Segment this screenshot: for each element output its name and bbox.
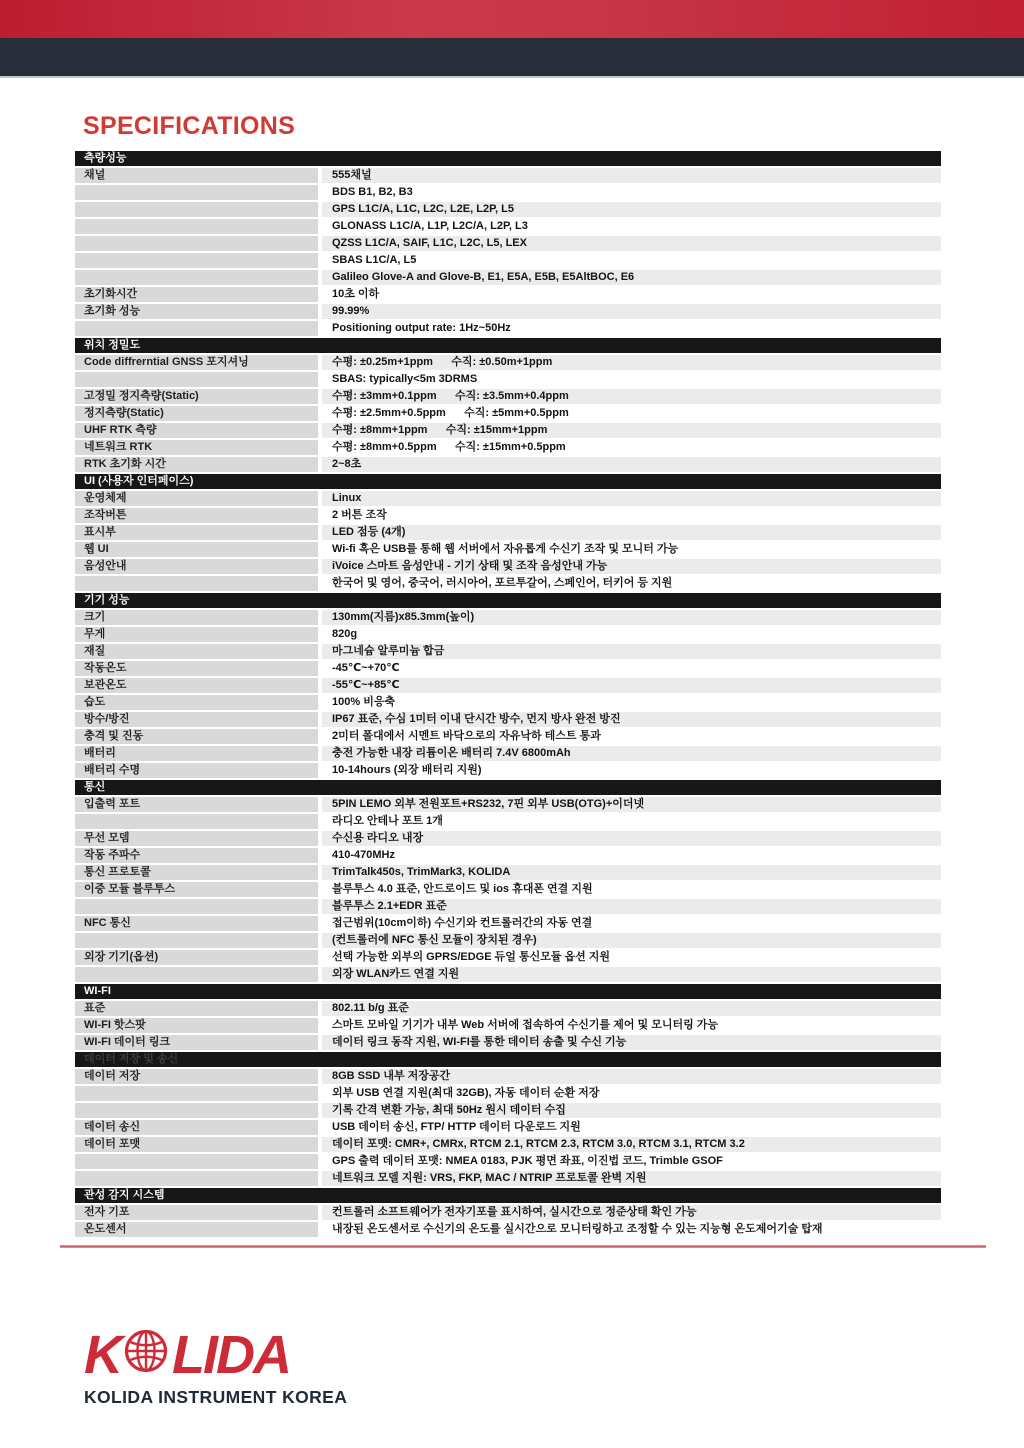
spec-row: [75, 950, 941, 965]
spec-value: 컨트롤러 소프트웨어가 전자기포를 표시하여, 실시간으로 정준상태 확인 가능: [322, 1205, 941, 1220]
spec-value: 802.11 b/g 표준: [322, 1001, 941, 1016]
spec-value: 스마트 모바일 기기가 내부 Web 서버에 접속하여 수신기를 제어 및 모니터링 가능: [332, 1019, 719, 1031]
logo-letters-lida: LIDA: [172, 1324, 290, 1385]
spec-row: [75, 253, 941, 268]
spec-value: 10초 이하: [332, 288, 380, 300]
spec-value: 한국어 및 영어, 중국어, 러시아어, 포르투갈어, 스페인어, 터키어 등 지원: [332, 577, 673, 589]
spec-value: 마그네슘 알루미늄 합금: [322, 644, 941, 659]
spec-value: 라디오 안테나 포트 1개: [332, 815, 443, 827]
spec-row: [75, 899, 941, 914]
spec-value: IP67 표준, 수심 1미터 이내 단시간 방수, 먼지 방사 완전 방진: [322, 712, 941, 727]
spec-label: 표시부: [75, 525, 318, 540]
spec-row: [75, 219, 941, 234]
spec-label: 웹 UI: [75, 542, 318, 557]
spec-value: 820g: [332, 628, 358, 640]
spec-row: [75, 644, 941, 659]
spec-value: 99.99%: [322, 304, 941, 319]
spec-label: [75, 814, 318, 829]
spec-row: [75, 610, 941, 625]
page-footer: [84, 1324, 941, 1408]
spec-row: [75, 848, 941, 863]
section-header: 데이터 저장 및 송신: [75, 1052, 941, 1067]
spec-row: [75, 882, 941, 897]
spec-value: 블루투스 4.0 표준, 안드로이드 및 ios 휴대폰 연결 지원: [332, 883, 593, 895]
spec-label: 데이터 포맷: [75, 1137, 318, 1152]
spec-value: iVoice 스마트 음성안내 - 기기 상태 및 조작 음성안내 가능: [322, 559, 941, 574]
spec-value: Wi-fi 혹은 USB를 통해 웹 서버에서 자유롭게 수신기 조작 및 모니터 가능: [332, 543, 679, 555]
section-header: UI (사용자 인터페이스): [75, 474, 941, 489]
spec-value: -45℃~+70℃: [332, 662, 400, 674]
spec-value: USB 데이터 송신, FTP/ HTTP 데이터 다운로드 지원: [332, 1121, 581, 1133]
spec-value: -55℃~+85℃: [322, 678, 941, 693]
spec-row: [75, 287, 941, 302]
spec-value: GPS 출력 데이터 포맷: NMEA 0183, PJK 평면 좌표, 이진법 코드, Trimble GSOF: [332, 1155, 723, 1167]
spec-row: [75, 321, 941, 336]
spec-label: 배터리 수명: [75, 763, 318, 778]
spec-value: 외부 USB 연결 지원(최대 32GB), 자동 데이터 순환 저장: [332, 1087, 600, 1099]
spec-row: [75, 678, 941, 693]
spec-value: QZSS L1C/A, SAIF, L1C, L2C, L5, LEX: [322, 236, 941, 251]
spec-label: [75, 1103, 318, 1118]
spec-value: 410-470MHz: [332, 849, 395, 861]
spec-value: (컨트롤러에 NFC 통신 모듈이 장치된 경우): [322, 933, 941, 948]
top-dark-band: [0, 38, 1024, 78]
spec-row: [75, 831, 941, 846]
spec-row: [75, 627, 941, 642]
spec-value: SBAS: typically<5m 3DRMS: [332, 373, 478, 385]
spec-row: [75, 797, 941, 812]
section-header: 기기 성능: [75, 593, 941, 608]
spec-value: 130mm(지름)x85.3mm(높이): [322, 610, 941, 625]
spec-label: 운영체제: [75, 491, 318, 506]
spec-value: 내장된 온도센서로 수신기의 온도를 실시간으로 모니터링하고 조정할 수 있는 지능형 온도제어기술 탑재: [332, 1223, 823, 1235]
spec-value: 기록 간격 변환 가능, 최대 50Hz 원시 데이터 수집: [322, 1103, 941, 1118]
spec-row: [75, 236, 941, 251]
spec-value: 8GB SSD 내부 저장공간: [322, 1069, 941, 1084]
spec-value: LED 점등 (4개): [322, 525, 941, 540]
spec-value: BDS B1, B2, B3: [332, 186, 413, 198]
spec-value: 외장 WLAN카드 연결 지원: [322, 967, 941, 982]
spec-label: [75, 1086, 318, 1101]
spec-row: [75, 763, 941, 778]
spec-row: [75, 270, 941, 285]
spec-row: [75, 168, 941, 183]
spec-row: [75, 185, 941, 200]
spec-label: [75, 219, 318, 234]
spec-label: 무게: [75, 627, 318, 642]
spec-value: Galileo Glove-A and Glove-B, E1, E5A, E5B, E5AltBOC, E6: [322, 270, 941, 285]
spec-row: [75, 814, 941, 829]
spec-value: 수평: ±8mm+0.5ppm 수직: ±15mm+0.5ppm: [332, 441, 566, 453]
spec-row: [75, 712, 941, 727]
spec-label: 조작버튼: [75, 508, 318, 523]
spec-label: 충격 및 진동: [75, 729, 318, 744]
spec-row: [75, 661, 941, 676]
spec-label: 작동 주파수: [75, 848, 318, 863]
spec-label: 보관온도: [75, 678, 318, 693]
globe-icon: [123, 1328, 169, 1383]
spec-row: [75, 355, 941, 370]
spec-label: [75, 1171, 318, 1186]
spec-label: [75, 185, 318, 200]
spec-label: 재질: [75, 644, 318, 659]
spec-value: 수신용 라디오 내장: [322, 831, 941, 846]
section-header: WI-FI: [75, 984, 941, 999]
spec-row: [75, 372, 941, 387]
spec-value: 데이터 링크 동작 지원, WI-FI를 통한 데이터 송출 및 수신 기능: [322, 1035, 941, 1050]
spec-table: [75, 151, 941, 1237]
spec-label: 정지측량(Static): [75, 406, 318, 421]
spec-row: [75, 440, 941, 455]
spec-value: 555채널: [322, 168, 941, 183]
logo-subtext: KOLIDA INSTRUMENT KOREA: [84, 1387, 348, 1407]
spec-label: [75, 576, 318, 591]
spec-row: [75, 746, 941, 761]
spec-value: 5PIN LEMO 외부 전원포트+RS232, 7핀 외부 USB(OTG)+이더넷: [322, 797, 941, 812]
spec-label: 배터리: [75, 746, 318, 761]
spec-value: GLONASS L1C/A, L1P, L2C/A, L2P, L3: [332, 220, 528, 232]
spec-row: [75, 1137, 941, 1152]
spec-row: [75, 1018, 941, 1033]
spec-row: [75, 542, 941, 557]
spec-value: 수평: ±3mm+0.1ppm 수직: ±3.5mm+0.4ppm: [322, 389, 941, 404]
spec-row: [75, 967, 941, 982]
section-header: 통신: [75, 780, 941, 795]
spec-label: 표준: [75, 1001, 318, 1016]
spec-row: [75, 389, 941, 404]
spec-label: 방수/방진: [75, 712, 318, 727]
spec-label: 전자 기포: [75, 1205, 318, 1220]
section-header: 위치 정밀도: [75, 338, 941, 353]
spec-row: [75, 1103, 941, 1118]
spec-value: Positioning output rate: 1Hz~50Hz: [332, 322, 511, 334]
spec-label: [75, 321, 318, 336]
top-red-band: [0, 0, 1024, 38]
spec-row: [75, 1120, 941, 1135]
spec-label: RTK 초기화 시간: [75, 457, 318, 472]
spec-row: [75, 559, 941, 574]
spec-row: [75, 933, 941, 948]
spec-label: [75, 202, 318, 217]
spec-value: Linux: [322, 491, 941, 506]
spec-value: GPS L1C/A, L1C, L2C, L2E, L2P, L5: [322, 202, 941, 217]
spec-label: 크기: [75, 610, 318, 625]
spec-label: UHF RTK 측량: [75, 423, 318, 438]
spec-value: 수평: ±0.25m+1ppm 수직: ±0.50m+1ppm: [322, 355, 941, 370]
spec-value: SBAS L1C/A, L5: [332, 254, 417, 266]
spec-row: [75, 916, 941, 931]
spec-row: [75, 695, 941, 710]
spec-value: TrimTalk450s, TrimMark3, KOLIDA: [322, 865, 941, 880]
spec-row: [75, 1205, 941, 1220]
spec-label: 작동온도: [75, 661, 318, 676]
spec-row: [75, 202, 941, 217]
spec-label: 초기화 성능: [75, 304, 318, 319]
spec-row: [75, 1001, 941, 1016]
spec-value: 수평: ±8mm+1ppm 수직: ±15mm+1ppm: [322, 423, 941, 438]
spec-label: [75, 1154, 318, 1169]
spec-row: [75, 423, 941, 438]
spec-label: 데이터 송신: [75, 1120, 318, 1135]
spec-value: 충전 가능한 내장 리튬이온 배터리 7.4V 6800mAh: [322, 746, 941, 761]
spec-label: 외장 기기(옵션): [75, 950, 318, 965]
spec-row: [75, 1035, 941, 1050]
spec-row: [75, 457, 941, 472]
spec-row: [75, 1171, 941, 1186]
spec-row: [75, 1086, 941, 1101]
spec-label: 음성안내: [75, 559, 318, 574]
spec-label: WI-FI 핫스팟: [75, 1018, 318, 1033]
spec-row: [75, 729, 941, 744]
spec-row: [75, 1069, 941, 1084]
logo-letter-k: K: [84, 1324, 121, 1385]
section-header: 측량성능: [75, 151, 941, 166]
kolida-logo: [84, 1324, 941, 1385]
spec-label: [75, 372, 318, 387]
spec-label: 고정밀 정지측량(Static): [75, 389, 318, 404]
spec-row: [75, 1222, 941, 1237]
spec-page: [0, 112, 1024, 1408]
red-divider: [60, 1245, 986, 1248]
spec-row: [75, 491, 941, 506]
page-title: SPECIFICATIONS: [83, 112, 296, 140]
spec-label: 이중 모듈 블루투스: [75, 882, 318, 897]
spec-label: Code diffrerntial GNSS 포지셔닝: [75, 355, 318, 370]
spec-label: [75, 967, 318, 982]
spec-label: 습도: [75, 695, 318, 710]
spec-label: [75, 236, 318, 251]
spec-label: [75, 933, 318, 948]
spec-value: 수평: ±2.5mm+0.5ppm 수직: ±5mm+0.5ppm: [332, 407, 569, 419]
spec-row: [75, 406, 941, 421]
spec-label: 무선 모뎀: [75, 831, 318, 846]
spec-value: 네트워크 모델 지원: VRS, FKP, MAC / NTRIP 프로토콜 완벽 지원: [322, 1171, 941, 1186]
spec-label: WI-FI 데이터 링크: [75, 1035, 318, 1050]
spec-value: 데이터 포맷: CMR+, CMRx, RTCM 2.1, RTCM 2.3, RTCM 3.0, RTCM 3.1, RTCM 3.2: [322, 1137, 941, 1152]
spec-value: 블루투스 2.1+EDR 표준: [322, 899, 941, 914]
spec-label: 초기화시간: [75, 287, 318, 302]
spec-value: 10-14hours (외장 배터리 지원): [332, 764, 482, 776]
spec-label: NFC 통신: [75, 916, 318, 931]
spec-label: 데이터 저장: [75, 1069, 318, 1084]
spec-row: [75, 576, 941, 591]
spec-label: 통신 프로토콜: [75, 865, 318, 880]
spec-row: [75, 304, 941, 319]
spec-label: 채널: [75, 168, 318, 183]
spec-value: 2 버튼 조작: [332, 509, 387, 521]
spec-label: 네트워크 RTK: [75, 440, 318, 455]
spec-value: 접근범위(10cm이하) 수신기와 컨트롤러간의 자동 연결: [332, 917, 593, 929]
spec-label: 온도센서: [75, 1222, 318, 1237]
spec-label: [75, 270, 318, 285]
spec-value: 2미터 폴대에서 시멘트 바닥으로의 자유낙하 테스트 통과: [332, 730, 601, 742]
spec-value: 100% 비응축: [332, 696, 396, 708]
spec-label: [75, 253, 318, 268]
spec-row: [75, 508, 941, 523]
spec-row: [75, 865, 941, 880]
spec-label: [75, 899, 318, 914]
spec-row: [75, 1154, 941, 1169]
spec-row: [75, 525, 941, 540]
section-header: 관성 감지 시스템: [75, 1188, 941, 1203]
spec-value: 선택 가능한 외부의 GPRS/EDGE 듀얼 통신모듈 옵션 지원: [332, 951, 611, 963]
spec-label: 입출력 포트: [75, 797, 318, 812]
spec-value: 2~8초: [322, 457, 941, 472]
